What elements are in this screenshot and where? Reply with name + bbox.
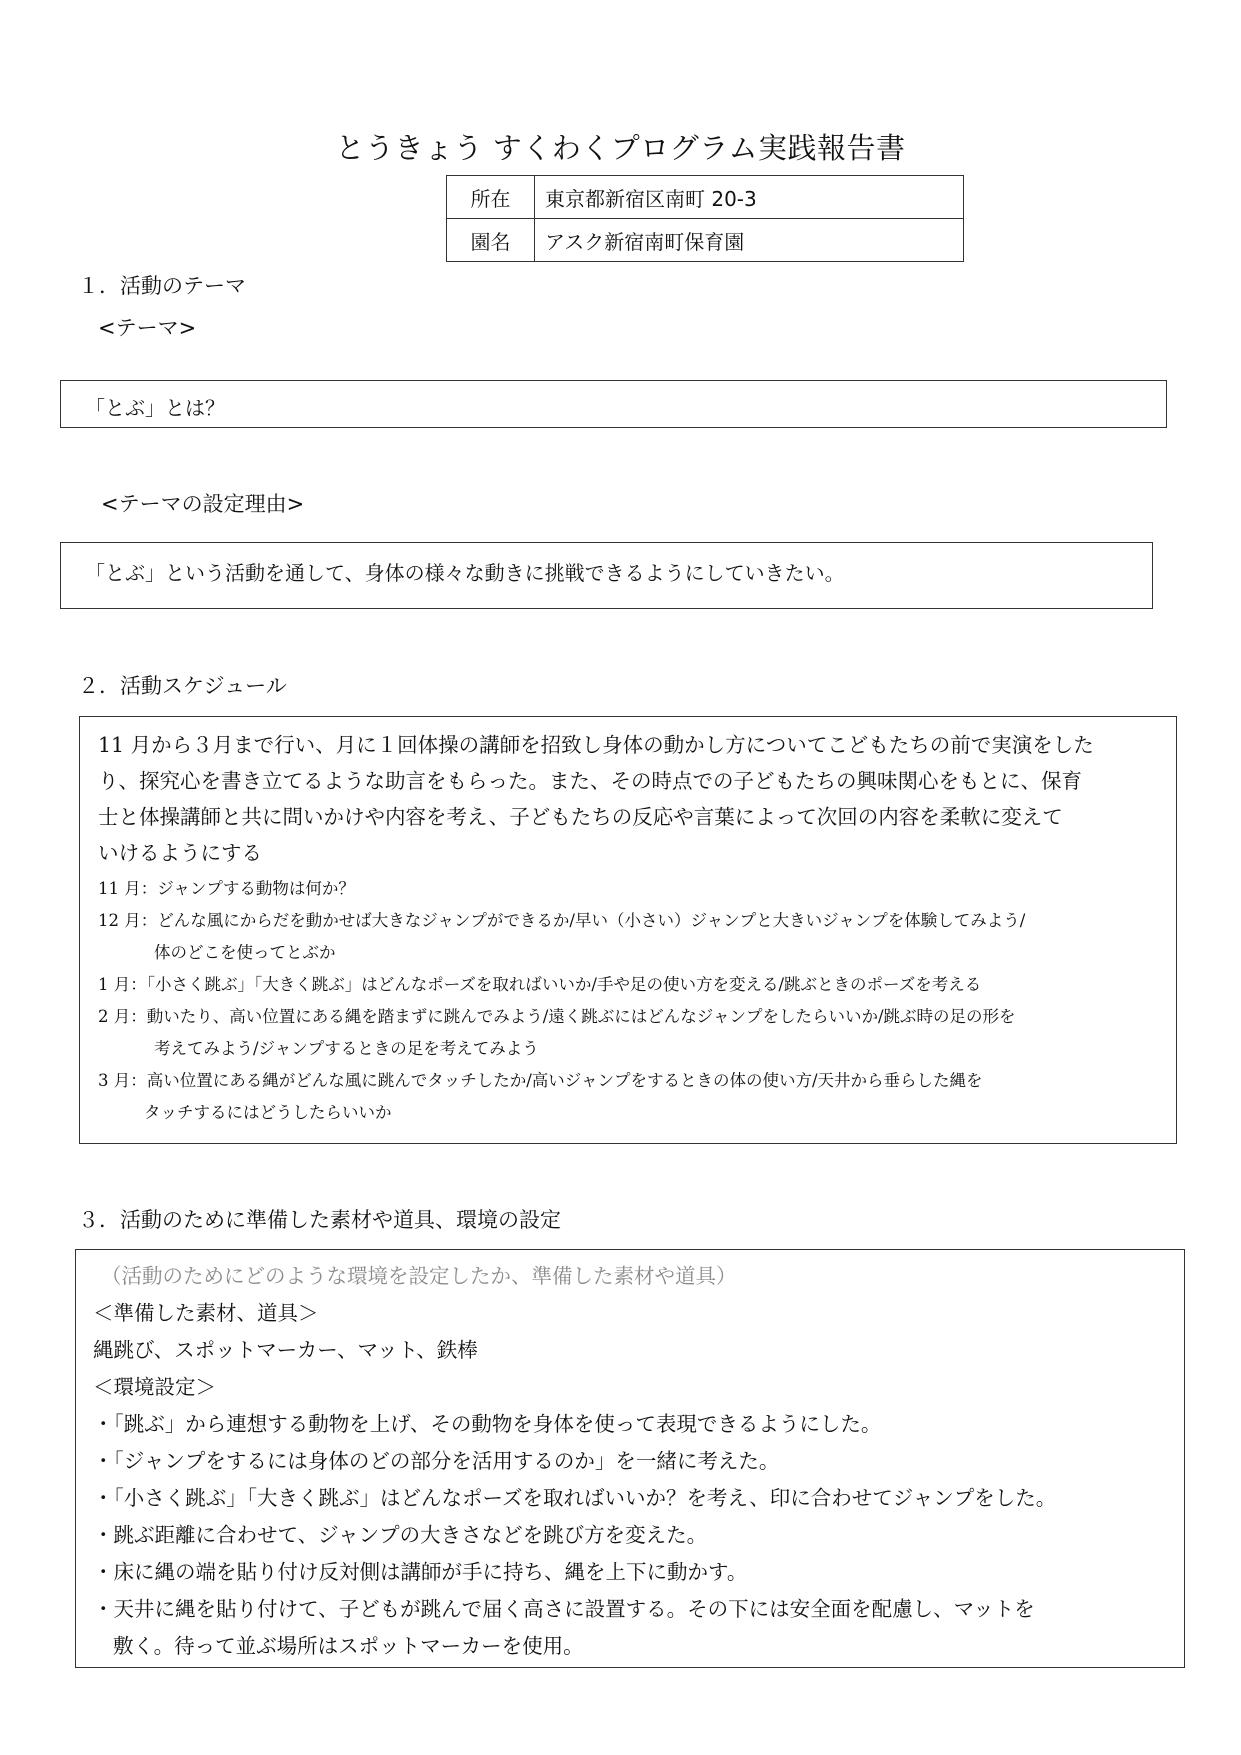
intro-line: 11 月から３月まで行い、月に１回体操の講師を招致し身体の動かし方についてこどもたちの前で実演をした	[98, 733, 1094, 757]
section3-heading: ３．活動のために準備した素材や道具、環境の設定	[78, 1208, 561, 1232]
list-item: ・「跳ぶ」から連想する動物を上げ、その動物を身体を使って表現できるようにした。	[93, 1412, 882, 1436]
month-december-cont: 体のどこを使ってとぶか	[154, 943, 336, 962]
table-row	[447, 219, 964, 262]
reason-text: 「とぶ」という活動を通して、身体の様々な動きに挑戦できるようにしていきたい。	[85, 561, 845, 585]
schedule-box	[79, 716, 1177, 1144]
reason-label: <テーマの設定理由>	[101, 492, 305, 516]
intro-line: いけるようにする	[98, 841, 262, 865]
list-item: ・「小さく跳ぶ」「大きく跳ぶ」はどんなポーズを取ればいいか？を考え、印に合わせてジャンプをした。	[93, 1486, 1057, 1510]
list-item: ・跳ぶ距離に合わせて、ジャンプの大きさなどを跳び方を変えた。	[93, 1523, 708, 1547]
materials-box	[75, 1249, 1185, 1668]
materials-note: （活動のためにどのような環境を設定したか、準備した素材や道具）	[101, 1264, 737, 1288]
month-november: 11 月：ジャンプする動物は何か？	[98, 879, 355, 898]
location-label: 所在	[447, 176, 535, 219]
environment-label: ＜環境設定＞	[93, 1375, 216, 1399]
month-march-cont: タッチするにはどうしたらいいか	[144, 1103, 392, 1122]
theme-text: 「とぶ」とは？	[85, 396, 225, 420]
location-value: 東京都新宿区南町 20-3	[535, 176, 964, 219]
month-february-cont: 考えてみよう/ジャンプするときの足を考えてみよう	[154, 1039, 539, 1058]
section1-heading: １．活動のテーマ	[78, 274, 246, 298]
month-february: 2 月：動いたり、高い位置にある縄を踏まずに跳んでみよう/遠く跳ぶにはどんなジャンプをしたらいいか/跳ぶ時の足の形を	[98, 1007, 1016, 1026]
intro-line: り、探究心を書き立てるような助言をもらった。また、その時点での子どもたちの興味関心をもとに、保育	[98, 769, 1082, 793]
facility-info-table	[446, 175, 964, 262]
materials-label: ＜準備した素材、道具＞	[93, 1301, 319, 1325]
list-item-cont: 敷く。待って並ぶ場所はスポットマーカーを使用。	[113, 1634, 584, 1658]
list-item: ・天井に縄を貼り付けて、子どもが跳んで届く高さに設置する。その下には安全面を配慮し、マットを	[93, 1597, 1035, 1621]
facility-name-value: アスク新宿南町保育園	[535, 219, 964, 262]
month-december: 12 月：どんな風にからだを動かせば大きなジャンプができるか/早い（小さい）ジャンプと大きいジャンプを体験してみよう/	[98, 911, 1026, 930]
monthly-schedule	[98, 873, 1176, 1129]
facility-name-label: 園名	[447, 219, 535, 262]
intro-line: 士と体操講師と共に問いかけや内容を考え、子どもたちの反応や言葉によって次回の内容を柔軟に変えて	[98, 805, 1063, 829]
table-row	[447, 176, 964, 219]
month-march: 3 月：高い位置にある縄がどんな風に跳んでタッチしたか/高いジャンプをするときの体の使い方/天井から垂らした縄を	[98, 1071, 983, 1090]
schedule-intro	[98, 727, 1176, 871]
theme-box	[60, 380, 1167, 428]
reason-box	[60, 542, 1153, 609]
list-item: ・「ジャンプをするには身体のどの部分を活用するのか」を一緒に考えた。	[93, 1449, 780, 1473]
document-title: とうきょう すくわくプログラム実践報告書	[335, 131, 906, 165]
materials-list: 縄跳び、スポットマーカー、マット、鉄棒	[93, 1338, 478, 1362]
list-item: ・床に縄の端を貼り付け反対側は講師が手に持ち、縄を上下に動かす。	[93, 1560, 748, 1584]
section2-heading: ２．活動スケジュール	[78, 674, 287, 698]
month-january: 1 月：「小さく跳ぶ」「大きく跳ぶ」はどんなポーズを取ればいいか/手や足の使い方を変える/跳ぶときのポーズを考える	[98, 975, 982, 994]
theme-label: <テーマ>	[98, 316, 197, 340]
